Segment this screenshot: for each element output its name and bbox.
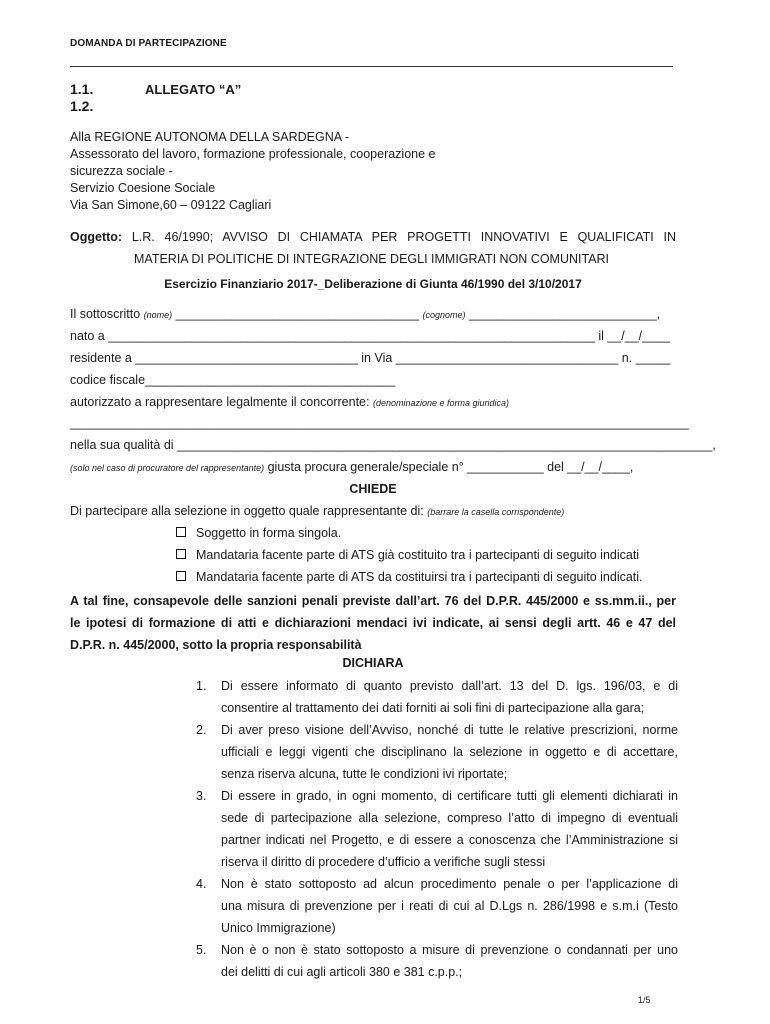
residence-line[interactable]: residente a ________________________________ in Via ________________________________ n. _____ [70,351,671,365]
declaration-preamble [70,590,676,656]
option-single[interactable] [176,526,341,540]
subject-line-2: MATERIA DI POLITICHE DI INTEGRAZIONE DEGLI IMMIGRATI NON COMUNITARI [134,252,610,266]
preamble-line: le ipotesi di formazione di atti e dichiarazioni mendaci ivi indicate, ai sensi degli artt. 46 e 47 del [70,616,676,630]
option-ats-constituted[interactable] [176,548,639,562]
address-line: Servizio Coesione Sociale [70,181,216,195]
procura-line [70,460,676,474]
authorized-line [70,395,676,409]
declaration-item-2 [196,719,678,785]
item-number: 3. [196,789,207,803]
item-number: 1. [196,679,207,693]
option-label: Soggetto in forma singola. [196,526,342,540]
option-ats-to-constitute[interactable] [176,570,643,584]
option-label: Mandataria facente parte di ATS già costituito tra i partecipanti di seguito indicati [196,548,640,562]
item-line: dei delitti di cui agli articoli 380 e 381 c.p.p.; [221,965,463,979]
subject-block [70,226,676,270]
company-name-field[interactable]: _________________________________________________________________________________________ [70,416,689,430]
address-line: Via San Simone,60 – 09122 Cagliari [70,198,272,212]
surname-hint: (cognome) [422,310,466,320]
item-number: 5. [196,943,207,957]
preamble-line: A tal fine, consapevole delle sanzioni penali previste dall’art. 76 del D.P.R. 445/2000 e ss.mm.ii., per [70,594,676,608]
item-line: Unico Immigrazione) [221,921,336,935]
surname-field[interactable]: ___________________________, [468,307,661,321]
declaration-item-5 [196,939,678,983]
subject-line-1: L.R. 46/1990; AVVISO DI CHIAMATA PER PROGETTI INNOVATIVI E QUALIFICATI IN [131,230,676,244]
procura-text[interactable]: giusta procura generale/speciale n° ___________ del __/__/____, [267,460,634,474]
fiscal-year-line: Esercizio Finanziario 2017-_Deliberazione di Giunta 46/1990 del 3/10/2017 [164,277,582,291]
birth-line[interactable]: nato a ______________________________________________________________________ il __/__/____ [70,329,670,343]
item-line: ufficiali e leggi vigenti che disciplinano la selezione in oggetto e di accettare, [221,745,678,759]
item-number: 2. [196,723,207,737]
address-line: sicurezza sociale - [70,164,173,178]
chiede-intro-text: Di partecipare alla selezione in oggetto quale rappresentante di: [70,504,424,518]
page-number: 1/5 [638,995,651,1005]
item-line: consentire al trattamento dei dati forniti ai soli fini di partecipazione alla gara; [221,701,645,715]
chiede-heading: CHIEDE [349,482,397,496]
tax-code-line[interactable]: codice fiscale____________________________________ [70,373,396,387]
subject-label: Oggetto: [70,230,123,244]
checkbox-icon[interactable] [176,527,186,537]
procuratore-hint: (solo nel caso di procuratore del rappresentante) [70,463,265,473]
name-field[interactable]: ___________________________________ [175,307,419,321]
authorized-label: autorizzato a rappresentare legalmente il concorrente: [70,395,370,409]
header-rule [70,66,673,67]
item-line: sede di partecipazione alla selezione, compreso l’atto di impegno di eventuali [221,811,678,825]
item-line: Non è o non è stato sottoposto a misure di prevenzione o condannati per uno [221,943,678,957]
authorized-hint: (denominazione e forma giuridica) [372,398,510,408]
signer-label: Il sottoscritto [70,307,141,321]
item-number: 4. [196,877,207,891]
checkbox-icon[interactable] [176,571,186,581]
item-line: partner indicati nel Progetto, e di essere a conoscenza che l’Amministrazione si [221,833,678,847]
declaration-item-3 [196,785,678,873]
item-line: Non è stato sottoposto ad alcun procedimento penale o per l’applicazione di [221,877,678,891]
checkbox-icon[interactable] [176,549,186,559]
section-number-1: 1.1. [70,81,94,97]
item-line: Di aver preso visione dell’Avviso, nonché di tutte le relative prescrizioni, norme [221,723,678,737]
section-number-2: 1.2. [70,98,94,114]
address-line: Alla REGIONE AUTONOMA DELLA SARDEGNA - [70,130,350,144]
option-label: Mandataria facente parte di ATS da costituirsi tra i partecipanti di seguito indicati. [196,570,643,584]
item-line: una misura di prevenzione per i reati di cui al D.Lgs n. 286/1998 e s.m.i (Testo [221,899,678,913]
chiede-intro [70,504,676,518]
address-line: Assessorato del lavoro, formazione professionale, cooperazione e [70,147,436,161]
chiede-hint: (barrare la casella corrispondente) [427,507,565,517]
declaration-item-4 [196,873,678,939]
section-title: ALLEGATO “A” [145,82,242,97]
item-line: senza riserva alcuna, tutte le condizioni ivi riportate; [221,767,508,781]
document-header: DOMANDA DI PARTECIPAZIONE [70,38,227,49]
item-line: Di essere informato di quanto previsto dall’art. 13 del D. lgs. 196/03, e di [221,679,678,693]
role-line[interactable]: nella sua qualità di _____________________________________________________________________________, [70,438,716,452]
signer-name-line [70,307,676,321]
item-line: Di essere in grado, in ogni momento, di certificare tutti gli elementi dichiarati in [221,789,678,803]
recipient-address [70,129,436,214]
name-hint: (nome) [143,310,173,320]
declaration-item-1 [196,675,678,719]
preamble-line: D.P.R. n. 445/2000, sotto la propria responsabilità [70,638,362,652]
item-line: riserva il diritto di procedere d’ufficio a verifiche sugli stessi [221,855,546,869]
dichiara-heading: DICHIARA [342,656,404,670]
